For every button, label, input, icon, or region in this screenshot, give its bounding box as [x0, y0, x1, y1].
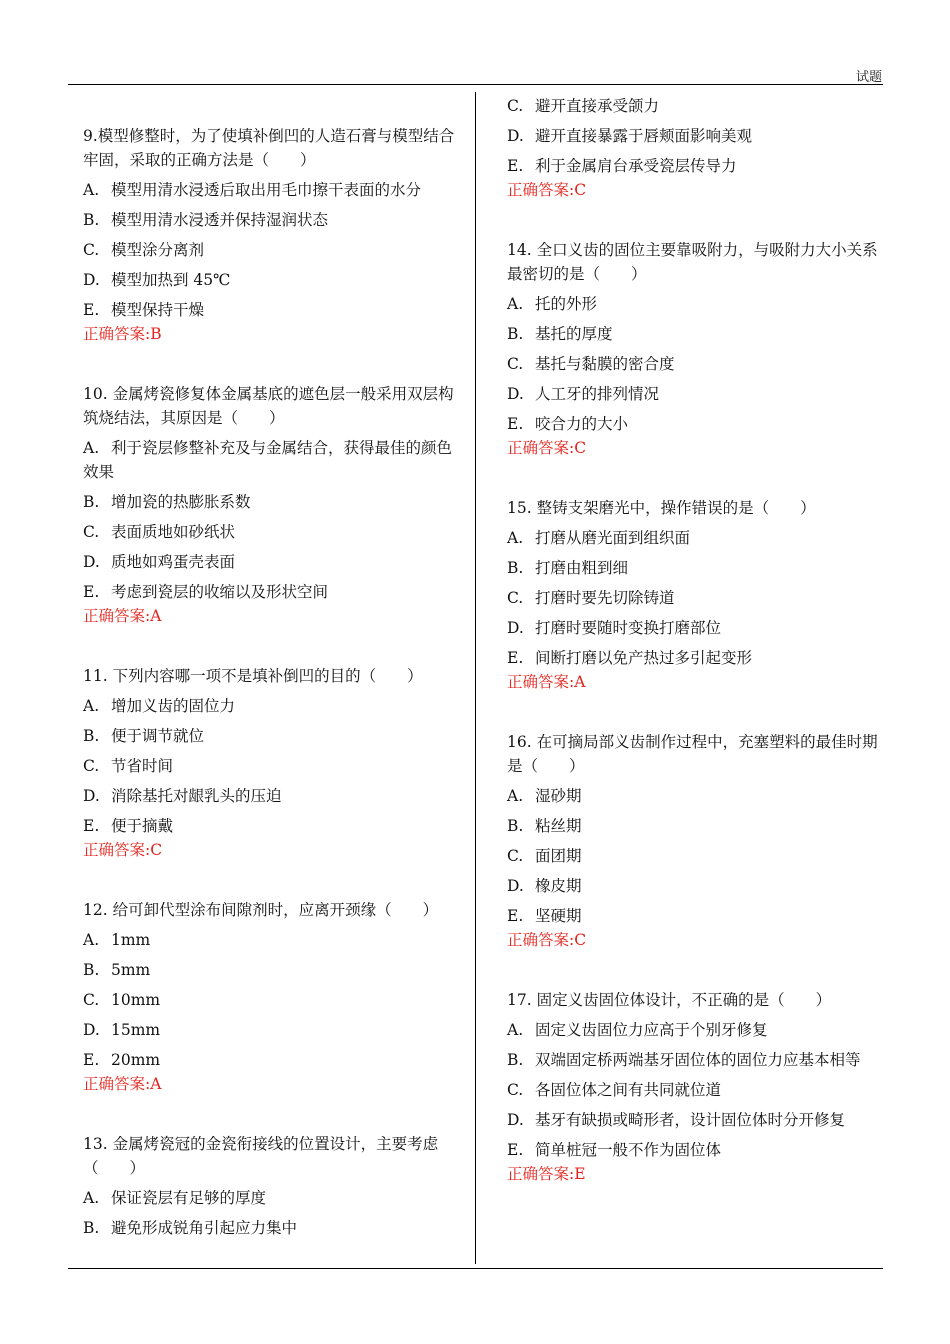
option-letter: C. [83, 991, 100, 1009]
question-stem: 14. 全口义齿的固位主要靠吸附力，与吸附力大小关系最密切的是（ ） [507, 241, 878, 283]
option-letter: A. [83, 439, 100, 457]
option-letter: A. [83, 1189, 100, 1207]
option-c [507, 586, 885, 610]
page-header-title: 试题 [855, 70, 882, 85]
option-e [83, 814, 461, 838]
correct-answer: 正确答案:B [83, 325, 162, 343]
option-d [507, 874, 885, 898]
left-column [83, 124, 461, 1276]
option-a [83, 928, 461, 952]
option-text: 基托的厚度 [535, 325, 613, 343]
option-letter: A. [507, 787, 524, 805]
option-letter: A. [507, 529, 524, 547]
option-letter: D. [83, 787, 100, 805]
correct-answer: 正确答案:C [507, 931, 587, 949]
option-text: 打磨时要先切除铸道 [535, 589, 675, 607]
option-text: 1mm [111, 931, 151, 949]
option-letter: B. [83, 727, 100, 745]
option-b [83, 958, 461, 982]
option-letter: B. [507, 325, 524, 343]
option-text: 橡皮期 [535, 877, 582, 895]
option-letter: E. [507, 157, 524, 175]
option-text: 模型加热到 45℃ [111, 271, 231, 289]
option-text: 坚硬期 [535, 907, 582, 925]
option-a [83, 694, 461, 718]
option-text: 打磨时要随时变换打磨部位 [535, 619, 722, 637]
option-a [83, 178, 461, 202]
option-d [507, 1108, 885, 1132]
option-letter: B. [507, 817, 524, 835]
option-letter: D. [83, 1021, 100, 1039]
option-c [83, 238, 461, 262]
option-letter: C. [83, 757, 100, 775]
option-text: 避免形成锐角引起应力集中 [111, 1219, 298, 1237]
option-letter: D. [507, 1111, 524, 1129]
option-text: 便于调节就位 [111, 727, 205, 745]
option-text: 湿砂期 [535, 787, 582, 805]
question-stem: 13. 金属烤瓷冠的金瓷衔接线的位置设计，主要考虑（ ） [83, 1135, 439, 1177]
question-stem: 10. 金属烤瓷修复体金属基底的遮色层一般采用双层构筑烧结法，其原因是（ ） [83, 385, 454, 427]
option-letter: D. [507, 127, 524, 145]
option-letter: B. [507, 1051, 524, 1069]
question-15 [507, 496, 885, 694]
option-text: 模型用清水浸透并保持湿润状态 [111, 211, 329, 229]
option-text: 20mm [111, 1051, 161, 1069]
option-text: 便于摘戴 [111, 817, 174, 835]
option-letter: C. [507, 355, 524, 373]
question-14 [507, 238, 885, 460]
option-e [507, 904, 885, 928]
option-c [507, 1078, 885, 1102]
option-d [83, 784, 461, 808]
option-letter: E. [507, 415, 524, 433]
option-text: 固定义齿固位力应高于个别牙修复 [535, 1021, 768, 1039]
option-b [507, 814, 885, 838]
option-letter: E. [507, 1141, 524, 1159]
option-c [507, 844, 885, 868]
option-text: 考虑到瓷层的收缩以及形状空间 [111, 583, 329, 601]
correct-answer: 正确答案:C [507, 439, 587, 457]
option-letter: E. [83, 583, 100, 601]
correct-answer: 正确答案:E [507, 1165, 586, 1183]
option-text: 模型保持干燥 [111, 301, 205, 319]
correct-answer: 正确答案:A [83, 607, 162, 625]
option-text: 打磨从磨光面到组织面 [535, 529, 691, 547]
option-b [83, 724, 461, 748]
option-text: 间断打磨以免产热过多引起变形 [535, 649, 753, 667]
option-e [507, 646, 885, 670]
correct-answer: 正确答案:C [83, 841, 163, 859]
option-text: 表面质地如砂纸状 [111, 523, 236, 541]
option-text: 避开直接承受颌力 [535, 97, 660, 115]
option-letter: E. [83, 1051, 100, 1069]
option-d [507, 382, 885, 406]
option-a [83, 436, 461, 484]
option-a [83, 1186, 461, 1210]
option-letter: C. [507, 97, 524, 115]
option-letter: E. [83, 301, 100, 319]
option-letter: A. [507, 295, 524, 313]
option-letter: D. [507, 619, 524, 637]
question-11 [83, 664, 461, 862]
column-divider [475, 92, 476, 1264]
question-stem: 9.模型修整时，为了使填补倒凹的人造石膏与模型结合牢固，采取的正确方法是（ ） [83, 127, 455, 169]
option-b [83, 1216, 461, 1240]
option-d [83, 268, 461, 292]
question-stem: 16. 在可摘局部义齿制作过程中，充塞塑料的最佳时期是（ ） [507, 733, 878, 775]
question-16 [507, 730, 885, 952]
option-letter: E. [507, 907, 524, 925]
question-13-continued [507, 94, 885, 202]
option-a [507, 526, 885, 550]
option-a [507, 784, 885, 808]
option-d [507, 124, 885, 148]
option-e [507, 154, 885, 178]
option-letter: C. [83, 241, 100, 259]
option-letter: B. [83, 1219, 100, 1237]
option-letter: A. [83, 697, 100, 715]
option-e [83, 580, 461, 604]
option-letter: E. [507, 649, 524, 667]
option-letter: B. [83, 211, 100, 229]
question-stem: 17. 固定义齿固位体设计，不正确的是（ ） [507, 991, 832, 1009]
option-text: 模型涂分离剂 [111, 241, 205, 259]
option-text: 托的外形 [535, 295, 598, 313]
option-letter: B. [83, 493, 100, 511]
option-d [83, 550, 461, 574]
option-letter: C. [507, 1081, 524, 1099]
option-c [507, 352, 885, 376]
option-b [507, 1048, 885, 1072]
question-stem: 12. 给可卸代型涂布间隙剂时，应离开颈缘（ ） [83, 901, 439, 919]
option-text: 增加义齿的固位力 [111, 697, 236, 715]
question-stem: 15. 整铸支架磨光中，操作错误的是（ ） [507, 499, 816, 517]
option-b [83, 490, 461, 514]
option-e [507, 1138, 885, 1162]
option-a [507, 1018, 885, 1042]
option-text: 10mm [111, 991, 161, 1009]
header-rule [68, 84, 883, 85]
option-text: 节省时间 [111, 757, 174, 775]
option-a [507, 292, 885, 316]
option-text: 双端固定桥两端基牙固位体的固位力应基本相等 [535, 1051, 861, 1069]
option-c [83, 520, 461, 544]
option-letter: D. [83, 271, 100, 289]
option-letter: D. [507, 877, 524, 895]
correct-answer: 正确答案:A [83, 1075, 162, 1093]
option-letter: E. [83, 817, 100, 835]
option-letter: C. [83, 523, 100, 541]
option-e [83, 298, 461, 322]
option-b [507, 322, 885, 346]
right-column [507, 94, 885, 1222]
option-text: 5mm [111, 961, 151, 979]
option-letter: A. [83, 931, 100, 949]
option-b [83, 208, 461, 232]
correct-answer: 正确答案:A [507, 673, 586, 691]
option-text: 增加瓷的热膨胀系数 [111, 493, 251, 511]
question-17 [507, 988, 885, 1186]
option-text: 面团期 [535, 847, 582, 865]
option-text: 打磨由粗到细 [535, 559, 629, 577]
option-letter: B. [507, 559, 524, 577]
option-text: 粘丝期 [535, 817, 582, 835]
option-text: 基托与黏膜的密合度 [535, 355, 675, 373]
correct-answer: 正确答案:C [507, 181, 587, 199]
option-text: 基牙有缺损或畸形者，设计固位体时分开修复 [535, 1111, 846, 1129]
option-letter: A. [83, 181, 100, 199]
question-9 [83, 124, 461, 346]
option-text: 15mm [111, 1021, 161, 1039]
option-text: 简单桩冠一般不作为固位体 [535, 1141, 722, 1159]
option-letter: A. [507, 1021, 524, 1039]
question-12 [83, 898, 461, 1096]
option-c [83, 988, 461, 1012]
option-letter: B. [83, 961, 100, 979]
option-text: 利于瓷层修整补充及与金属结合，获得最佳的颜色效果 [83, 439, 453, 481]
option-text: 避开直接暴露于唇颊面影响美观 [535, 127, 753, 145]
option-letter: C. [507, 847, 524, 865]
option-d [83, 1018, 461, 1042]
question-13 [83, 1132, 461, 1240]
option-letter: D. [83, 553, 100, 571]
option-letter: D. [507, 385, 524, 403]
option-c [507, 94, 885, 118]
question-stem: 11. 下列内容哪一项不是填补倒凹的目的（ ） [83, 667, 423, 685]
option-text: 利于金属肩台承受瓷层传导力 [535, 157, 737, 175]
option-e [507, 412, 885, 436]
option-letter: C. [507, 589, 524, 607]
option-text: 模型用清水浸透后取出用毛巾擦干表面的水分 [111, 181, 422, 199]
option-c [83, 754, 461, 778]
option-text: 各固位体之间有共同就位道 [535, 1081, 722, 1099]
option-text: 咬合力的大小 [535, 415, 629, 433]
option-text: 消除基托对龈乳头的压迫 [111, 787, 282, 805]
question-10 [83, 382, 461, 628]
option-b [507, 556, 885, 580]
option-e [83, 1048, 461, 1072]
option-text: 质地如鸡蛋壳表面 [111, 553, 236, 571]
option-text: 人工牙的排列情况 [535, 385, 660, 403]
option-text: 保证瓷层有足够的厚度 [111, 1189, 267, 1207]
option-d [507, 616, 885, 640]
